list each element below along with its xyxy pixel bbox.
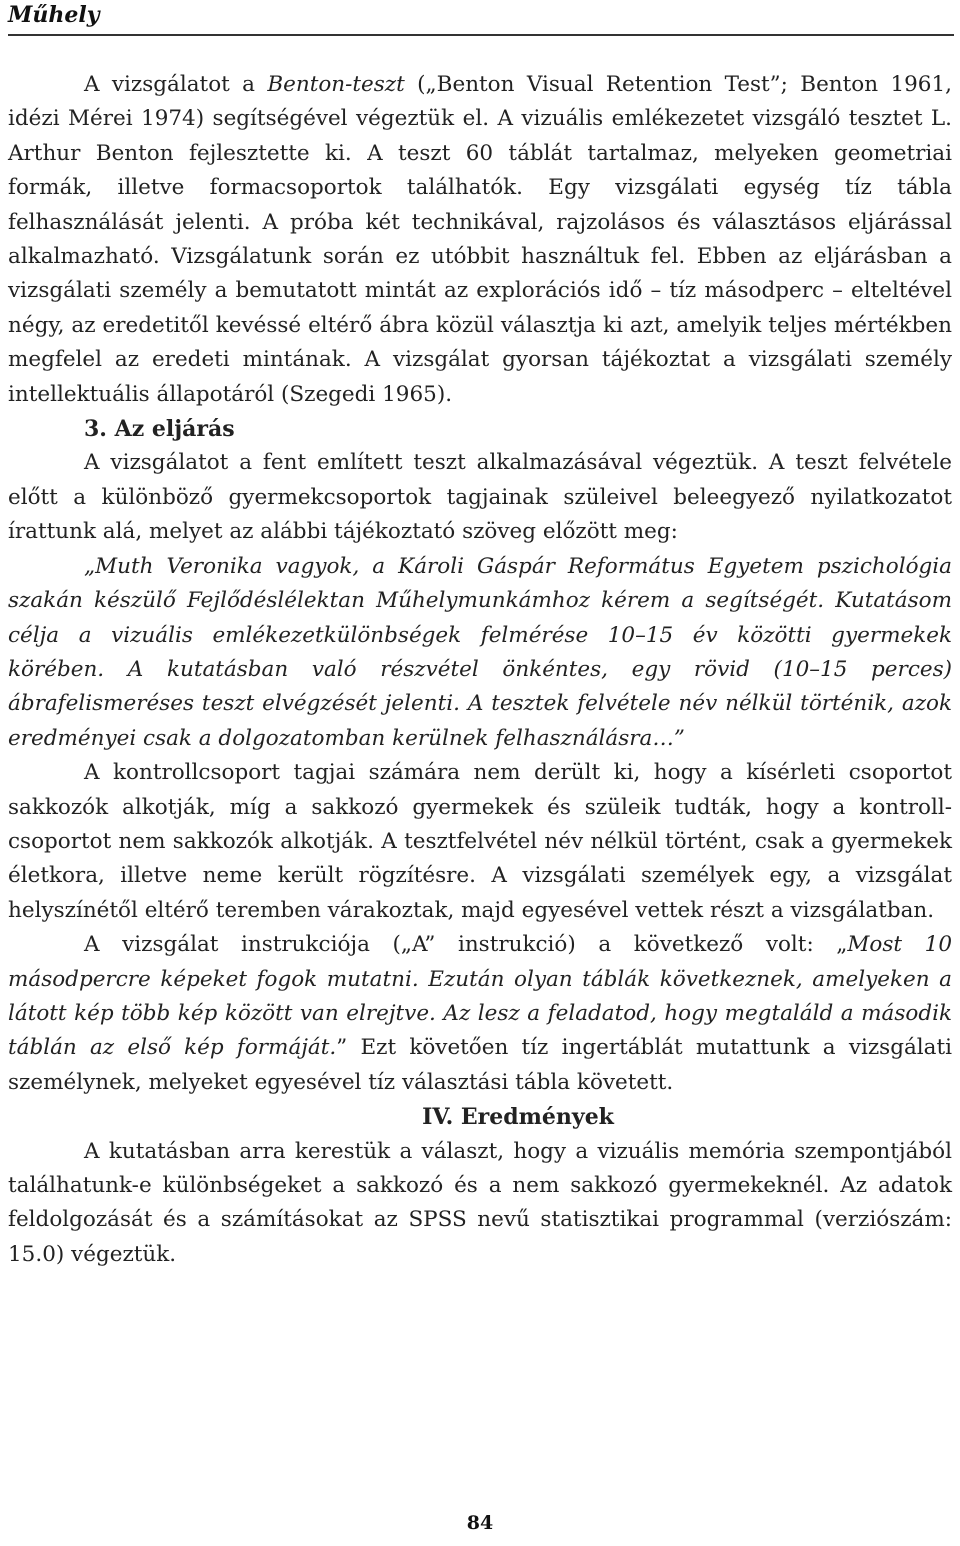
section-heading-results: IV. Eredmények [422, 1104, 614, 1131]
text-run: ” Ezt követően tíz ingertáblát mutattunk a vizsgálati személynek, melyeket egyesével tíz választási tábla követett. [8, 1035, 953, 1095]
paragraph-benton-test [8, 68, 952, 412]
text-run: („Benton Visual Retention Test”; Benton 1961, idézi Mérei 1974) segítségével végeztük el. A vizuális emlékezetet vizsgáló tesztet L. Arthur Benton fejlesztette ki. A teszt 60 táblát tartalmaz, melyeken geometriai formák, illetve formacsoportok találhatók. Egy vizsgálati egység tíz tábla felhasználását jelenti. A próba két technikával, rajzolásos és választásos eljárással alkalmazható. Vizsgálatunk során ez utóbbit használtuk fel. Ebben az eljárásban a vizsgálati személy a bemutatott mintát az explorációs idő – tíz másodperc – elteltével négy, az eredetitől kevéssé eltérő ábra közül választja ki azt, amelyik teljes mértékben megfelel az eredeti mintának. A vizsgálat gyorsan tájékoztat a vizsgálati személy intellektuális állapotáról (Szegedi 1965). [8, 72, 952, 407]
text-run: A vizsgálat instrukciója („A” instrukció) a következő volt: „ [84, 932, 848, 958]
paragraph-results [8, 1135, 952, 1273]
text-run: A kutatásban arra kerestük a választ, hogy a vizuális memória szempontjából találhatunk-e különbségeket a sakkozó és a nem sakkozó gyermekeknél. Az adatok feldolgozását és a számításokat az SPSS nevű statisztikai programmal (verziószám: 15.0) végeztük. [8, 1138, 952, 1267]
paragraph-control-group [8, 756, 952, 928]
document-body [8, 68, 952, 1272]
running-header [8, 0, 954, 36]
header-title: Műhely [8, 2, 100, 28]
italic-text-run: Benton-teszt [267, 72, 405, 97]
paragraph-consent-quote [8, 550, 952, 756]
text-run: A vizsgálatot a fent említett teszt alkalmazásával végeztük. A teszt felvétele előtt a különböző gyermekcsoportok tagjainak szüleivel beleegyező nyilatkozatot írattunk alá, melyet az alábbi tájékoztató szöveg előzött meg: [8, 450, 952, 545]
italic-text-run: „Muth Veronika vagyok, a Károli Gáspár Református Egyetem pszichológia szakán készülő Fejlődéslélektan Műhelymunkámhoz kérem a segítségét. Kutatásom célja a vizuális emlékezetkülönbségek felmérése 10–15 év közötti gyermekek körében. A kutatásban való részvétel önkéntes, egy rövid (10–15 perces) ábrafelismeréses teszt elvégzését jelenti. A tesztek felvétele név nélkül történik, azok eredményei csak a dolgozatomban kerülnek felhasználásra…” [8, 553, 952, 751]
section-heading-procedure: 3. Az eljárás [84, 416, 235, 443]
text-run: A kontrollcsoport tagjai számára nem derült ki, hogy a kísérleti csoportot sakkozók alkotják, míg a sakkozó gyermekek és szüleik tudták, hogy a kontrollcsoportot nem sakkozók alkotják. A tesztfelvétel név nélkül történt, csak a gyermekek életkora, illetve neme került rögzítésre. A vizsgálati személyek egy, a vizsgálat helyszínétől eltérő teremben várakoztak, majd egyesével vettek részt a vizsgálatban. [8, 760, 952, 923]
italic-text-run: Most 10 másodpercre képeket fogok mutatni. Ezután olyan táblák következnek, amelyeken a látott kép több kép között van elrejtve. Az lesz a feladatod, hogy megtaláld a második táblán az első kép formáját. [8, 932, 952, 1061]
paragraph-instruction [8, 928, 952, 1100]
paragraph-procedure [8, 446, 952, 549]
text-run: A vizsgálatot a [84, 72, 268, 97]
page-number: 84 [466, 1512, 494, 1534]
